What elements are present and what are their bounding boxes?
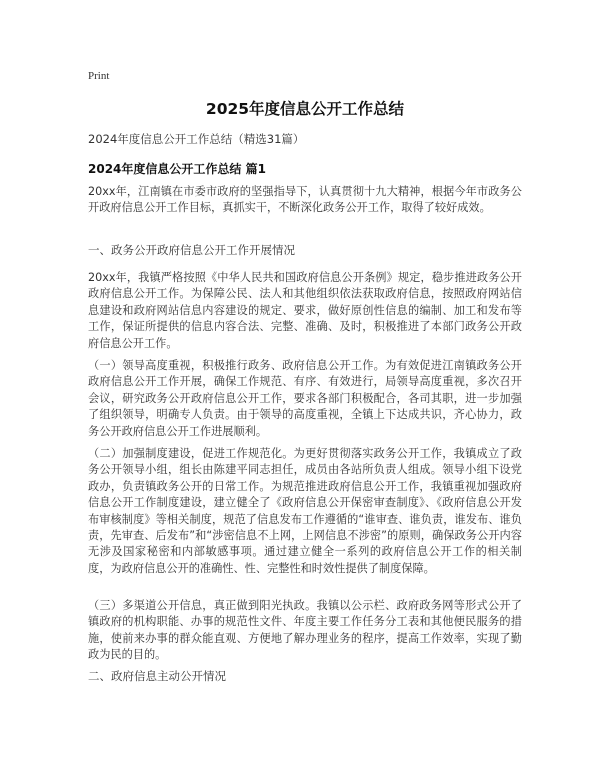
section-title: 2024年度信息公开工作总结 篇1 (88, 162, 266, 176)
body-paragraph: （二）加强制度建设，促进工作规范化。为更好贯彻落实政务公开工作，我镇成立了政务公开领导小组，组长由陈建平同志担任，成员由各站所负责人组成。领导小组下设党政办，负责镇政务公开的日常工作。为规范推进政府信息公开工作，我镇重视加强政府信息公开工作制度建设，建立健全了《政府信息公开保密审查制度》、《政府信息公开发布审核制度》等相关制度，规范了信息发布工作遵循的“谁审查、谁负责，谁发布、谁负责，先审查、后发布”和“涉密信息不上网，上网信息不涉密”的原则，确保政务公开内容无涉及国家秘密和内部敏感事项。通过建立健全一系列的政府信息公开工作的相关制度，为政府信息公开的准确性、性、完整性和时效性提供了制度保障。 (88, 447, 522, 575)
print-link[interactable]: Print (88, 70, 110, 82)
intro-paragraph: 20xx年，江南镇在市委市政府的坚强指导下，认真贯彻十九大精神，根据今年市政务公开政府信息公开工作目标，真抓实干，不断深化政务公开工作，取得了较好成效。 (88, 185, 522, 215)
heading-section-one: 一、政务公开政府信息公开工作开展情况 (88, 243, 295, 257)
body-paragraph: 20xx年，我镇严格按照《中华人民共和国政府信息公开条例》规定，稳步推进政务公开政府信息公开工作。为保障公民、法人和其他组织依法获取政府信息，按照政府网站信息建设和政府网站信息内容建设的规定、要求，做好原创性信息的编制、加工和发布等工作，保证所提供的信息内容合法、完整、准确、及时，积极推进了本部门政务公开政府信息公开工作。 (88, 271, 522, 350)
body-paragraph: （三）多渠道公开信息，真正做到阳光执政。我镇以公示栏、政府政务网等形式公开了镇政府的机构职能、办事的规范性文件、年度主要工作任务分工表和其他便民服务的措施，使前来办事的群众能直观、方便地了解办理业务的程序，提高工作效率，实现了勤政为民的目的。 (88, 599, 522, 662)
heading-section-two: 二、政府信息主动公开情况 (88, 669, 226, 683)
body-paragraph: （一）领导高度重视，积极推行政务、政府信息公开工作。为有效促进江南镇政务公开政府信息公开工作开展，确保工作规范、有序、有效进行，局领导高度重视，多次召开会议，研究政务公开政府信息公开工作，要求各部门积极配合，各司其职，进一步加强了组织领导，明确专人负责。由于领导的高度重视，全镇上下达成共识，齐心协力，政务公开政府信息公开工作进展顺利。 (88, 359, 522, 438)
page-title: 2025年度信息公开工作总结 (205, 100, 405, 118)
document-subtitle: 2024年度信息公开工作总结（精选31篇） (88, 132, 305, 146)
